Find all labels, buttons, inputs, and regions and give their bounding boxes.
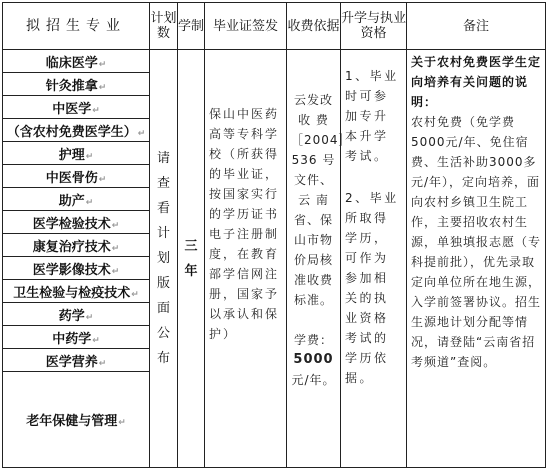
major-cell: 医学影像技术↵ <box>3 257 150 280</box>
fee-line: 云发改 <box>293 93 333 107</box>
header-duration: 学制 <box>178 3 205 50</box>
major-cell: 针灸推拿↵ <box>3 73 150 96</box>
plan-char: 请 <box>156 151 170 166</box>
plan-char: 看 <box>156 201 170 216</box>
advance-item-1: 1、毕业时可参加专升本升学考试。 <box>345 69 399 163</box>
fee-line <box>291 310 336 330</box>
plan-char: 计 <box>156 226 170 241</box>
fee-line: 5000 <box>293 352 334 367</box>
header-notes: 备注 <box>407 3 546 50</box>
header-certificate: 毕业证签发 <box>205 3 287 50</box>
header-row <box>3 3 546 50</box>
plan-char: 查 <box>156 176 170 191</box>
fee-line: 标准。 <box>293 293 333 307</box>
header-plan: 计划数 <box>150 3 178 50</box>
major-cell: 医学检验技术↵ <box>3 211 150 234</box>
notes-title: 关于农村免费医学生定向培养有关问题的说明： <box>411 55 542 109</box>
major-cell: 卫生检验与检疫技术↵ <box>3 280 150 303</box>
fee-cell <box>287 50 352 468</box>
header-advance: 升学与执业资格 <box>341 3 407 50</box>
fee-line: 山市物 <box>293 233 333 247</box>
major-cell: 药学↵ <box>3 303 150 326</box>
fee-line: 准收费 <box>293 273 333 287</box>
major-cell: 医学营养↵ <box>3 349 150 372</box>
duration-cell <box>178 50 205 468</box>
fee-line: 元/年。 <box>291 373 336 387</box>
fee-text <box>291 90 352 390</box>
fee-line: 省、保 <box>293 213 333 227</box>
fee-line: ［2004］ <box>291 133 352 147</box>
major-cell: 康复治疗技术↵ <box>3 234 150 257</box>
fee-line: 价局核 <box>293 253 333 267</box>
advance-item-2: 2、毕业所取得学历，可作为参加相关的执业资格考试的学历依据。 <box>345 191 399 385</box>
notes-body: 农村免费（免学费5000元/年、免住宿费、生活补助3000多元/年），定向培养，面向农村乡镇卫生院工作，主要招收农村生源，单独填报志愿（专科提前批），优先录取定向单位所在地生源，入学前签署协议。招生生源地计划分配等情况，请登陆“云南省招考频道”查阅。 <box>411 115 542 369</box>
plan-char: 公 <box>156 326 170 341</box>
plan-char: 划 <box>156 251 170 266</box>
fee-line: 文件、 <box>293 173 333 187</box>
major-cell: 临床医学↵ <box>3 50 150 73</box>
advance-cell <box>341 50 407 468</box>
fee-line: 学费： <box>293 333 333 347</box>
duration-char: 年 <box>184 263 198 279</box>
header-major: 拟招生专业 <box>3 3 150 50</box>
plan-char: 布 <box>156 351 170 366</box>
major-cell: 中药学↵ <box>3 326 150 349</box>
major-cell: 中医学↵ <box>3 96 150 119</box>
major-cell: 中医骨伤↵ <box>3 165 150 188</box>
major-cell: （含农村免费医学生）↵ <box>3 119 150 142</box>
certificate-cell <box>205 50 287 468</box>
plan-cell <box>150 50 178 468</box>
header-fee: 收费依据 <box>287 3 341 50</box>
certificate-text: 保山中医药高等专科学校（所获得的毕业证，按国家实行的学历证书电子注册制度，在教育部学信网注册，国家予以承认和保护） <box>209 107 280 341</box>
notes-cell <box>407 50 546 468</box>
major-cell: 护理↵ <box>3 142 150 165</box>
major-cell: 助产↵ <box>3 188 150 211</box>
duration-text <box>178 234 204 284</box>
duration-char: 三 <box>184 238 198 254</box>
admissions-table <box>2 2 546 468</box>
fee-line: 收 费 <box>298 113 329 127</box>
plan-text <box>150 146 177 371</box>
plan-char: 面 <box>156 301 170 316</box>
major-cell: 老年保健与管理↵ <box>3 372 150 468</box>
fee-line: 云 南 <box>298 193 329 207</box>
fee-line: 536 号 <box>291 153 336 167</box>
plan-char: 版 <box>156 276 170 291</box>
